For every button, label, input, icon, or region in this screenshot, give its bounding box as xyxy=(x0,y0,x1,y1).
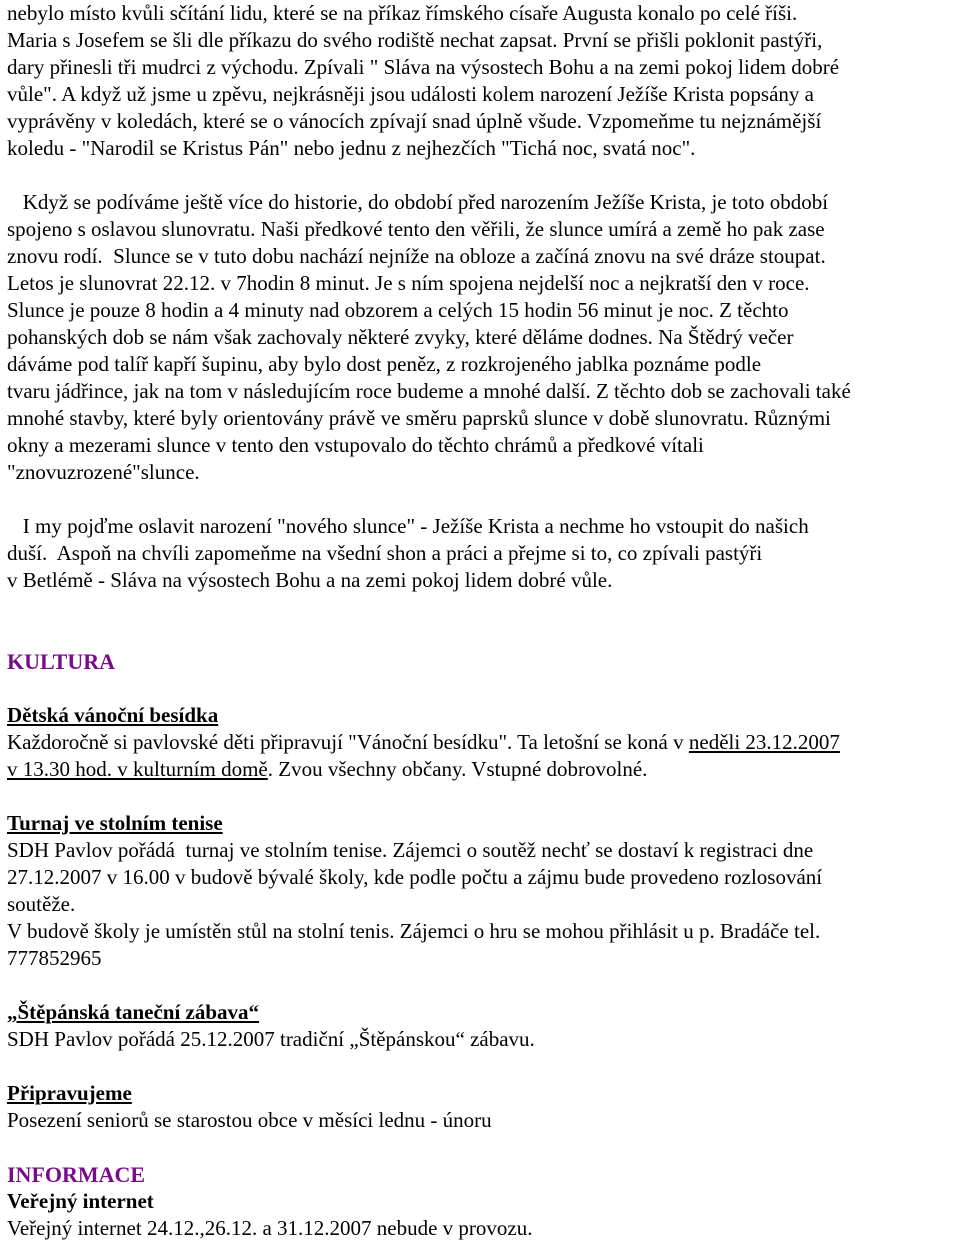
celebration-line: v Betlémě - Sláva na výsostech Bohu a na zemi pokoj lidem dobré vůle. xyxy=(7,568,613,592)
history-line: Letos je slunovrat 22.12. v 7hodin 8 minut. Je s ním spojena nejdelší noc a nejkratší den v roce. xyxy=(7,271,810,295)
celebration-line: duší. Aspoň na chvíli zapomeňme na všední shon a práci a přejme si to, co zpívali pastýři xyxy=(7,541,763,565)
intro-line: dary přinesli tři mudrci z východu. Zpívali " Sláva na výsostech Bohu a na zemi pokoj lidem dobré xyxy=(7,55,840,79)
intro-line: vyprávěny v koledách, které se o vánocích zpívají snad úplně všude. Vzpomeňme tu nejznámější xyxy=(7,109,822,133)
tenis-line: V budově školy je umístěn stůl na stolní tenis. Zájemci o hru se mohou přihlásit u p. Bradáče tel. xyxy=(7,919,821,943)
besidka-line xyxy=(7,729,840,756)
history-line: mnohé stavby, které byly orientovány právě ve směru paprsků slunce v době slunovratu. Různými xyxy=(7,406,831,430)
section-title-informace: INFORMACE xyxy=(7,1162,146,1187)
besidka-time-place: v 13.30 hod. v kulturním domě xyxy=(7,757,268,781)
celebration-line: I my pojďme oslavit narození "nového slunce" - Ježíše Krista a nechme ho vstoupit do našich xyxy=(7,514,809,538)
besidka-text: . Zvou všechny občany. Vstupné dobrovolné. xyxy=(267,757,648,781)
pripravujeme-line: Posezení seniorů se starostou obce v měsíci lednu - únoru xyxy=(7,1108,492,1132)
besidka-date: neděli 23.12.2007 xyxy=(688,730,840,754)
intro-line: koledu - "Narodil se Kristus Pán" nebo jednu z nejhezčích "Tichá noc, svatá noc". xyxy=(7,136,696,160)
history-line: znovu rodí. Slunce se v tuto dobu nachází nejníže na obloze a začíná znovu na své dráze stoupat. xyxy=(7,244,826,268)
intro-line: vůle". A když už jsme u zpěvu, nejkrásněji jsou události kolem narození Ježíše Krista popsány a xyxy=(7,82,814,106)
history-line: dáváme pod talíř kapří šupinu, aby bylo dost peněz, z rozkrojeného jablka poznáme podle xyxy=(7,352,762,376)
history-line: "znovuzrozené"slunce. xyxy=(7,460,200,484)
besidka-line xyxy=(7,756,647,783)
heading-zabava: „Štěpánská taneční zábava“ xyxy=(7,1000,260,1024)
history-line: Když se podíváme ještě více do historie, do období před narozením Ježíše Krista, je toto období xyxy=(7,190,829,214)
tenis-line: 777852965 xyxy=(7,946,102,970)
heading-internet: Veřejný internet xyxy=(7,1189,154,1213)
history-line: tvaru jádřince, jak na tom v následujícím roce budeme a mnohé další. Z těchto dob se zachovali také xyxy=(7,379,851,403)
heading-besidka: Dětská vánoční besídka xyxy=(7,703,219,727)
zabava-line: SDH Pavlov pořádá 25.12.2007 tradiční „Štěpánskou“ zábavu. xyxy=(7,1027,535,1051)
heading-pripravujeme: Připravujeme xyxy=(7,1081,132,1105)
section-title-kultura: KULTURA xyxy=(7,649,115,674)
tenis-line: soutěže. xyxy=(7,892,76,916)
history-line: pohanských dob se nám však zachovaly některé zvyky, které děláme dodnes. Na Štědrý večer xyxy=(7,325,794,349)
history-line: Slunce je pouze 8 hodin a 4 minuty nad obzorem a celých 15 hodin 56 minut je noc. Z těchto xyxy=(7,298,789,322)
tenis-line: 27.12.2007 v 16.00 v budově bývalé školy, kde podle počtu a zájmu bude provedeno rozlosování xyxy=(7,865,823,889)
internet-line: Veřejný internet 24.12.,26.12. a 31.12.2007 nebude v provozu. xyxy=(7,1216,533,1240)
history-line: spojeno s oslavou slunovratu. Naši předkové tento den věřili, že slunce umírá a země ho pak zase xyxy=(7,217,825,241)
tenis-line: SDH Pavlov pořádá turnaj ve stolním tenise. Zájemci o soutěž nechť se dostaví k registraci dne xyxy=(7,838,814,862)
heading-tenis: Turnaj ve stolním tenise xyxy=(7,811,223,835)
intro-line: nebylo místo kvůli sčítání lidu, které se na příkaz římského císaře Augusta konalo po celé říši. xyxy=(7,1,798,25)
besidka-text: Každoročně si pavlovské děti připravují "Vánoční besídku". Ta letošní se koná v xyxy=(7,730,689,754)
intro-line: Maria s Josefem se šli dle příkazu do svého rodiště nechat zapsat. První se přišli poklonit pastýři, xyxy=(7,28,823,52)
history-line: okny a mezerami slunce v tento den vstupovalo do těchto chrámů a předkové vítali xyxy=(7,433,704,457)
